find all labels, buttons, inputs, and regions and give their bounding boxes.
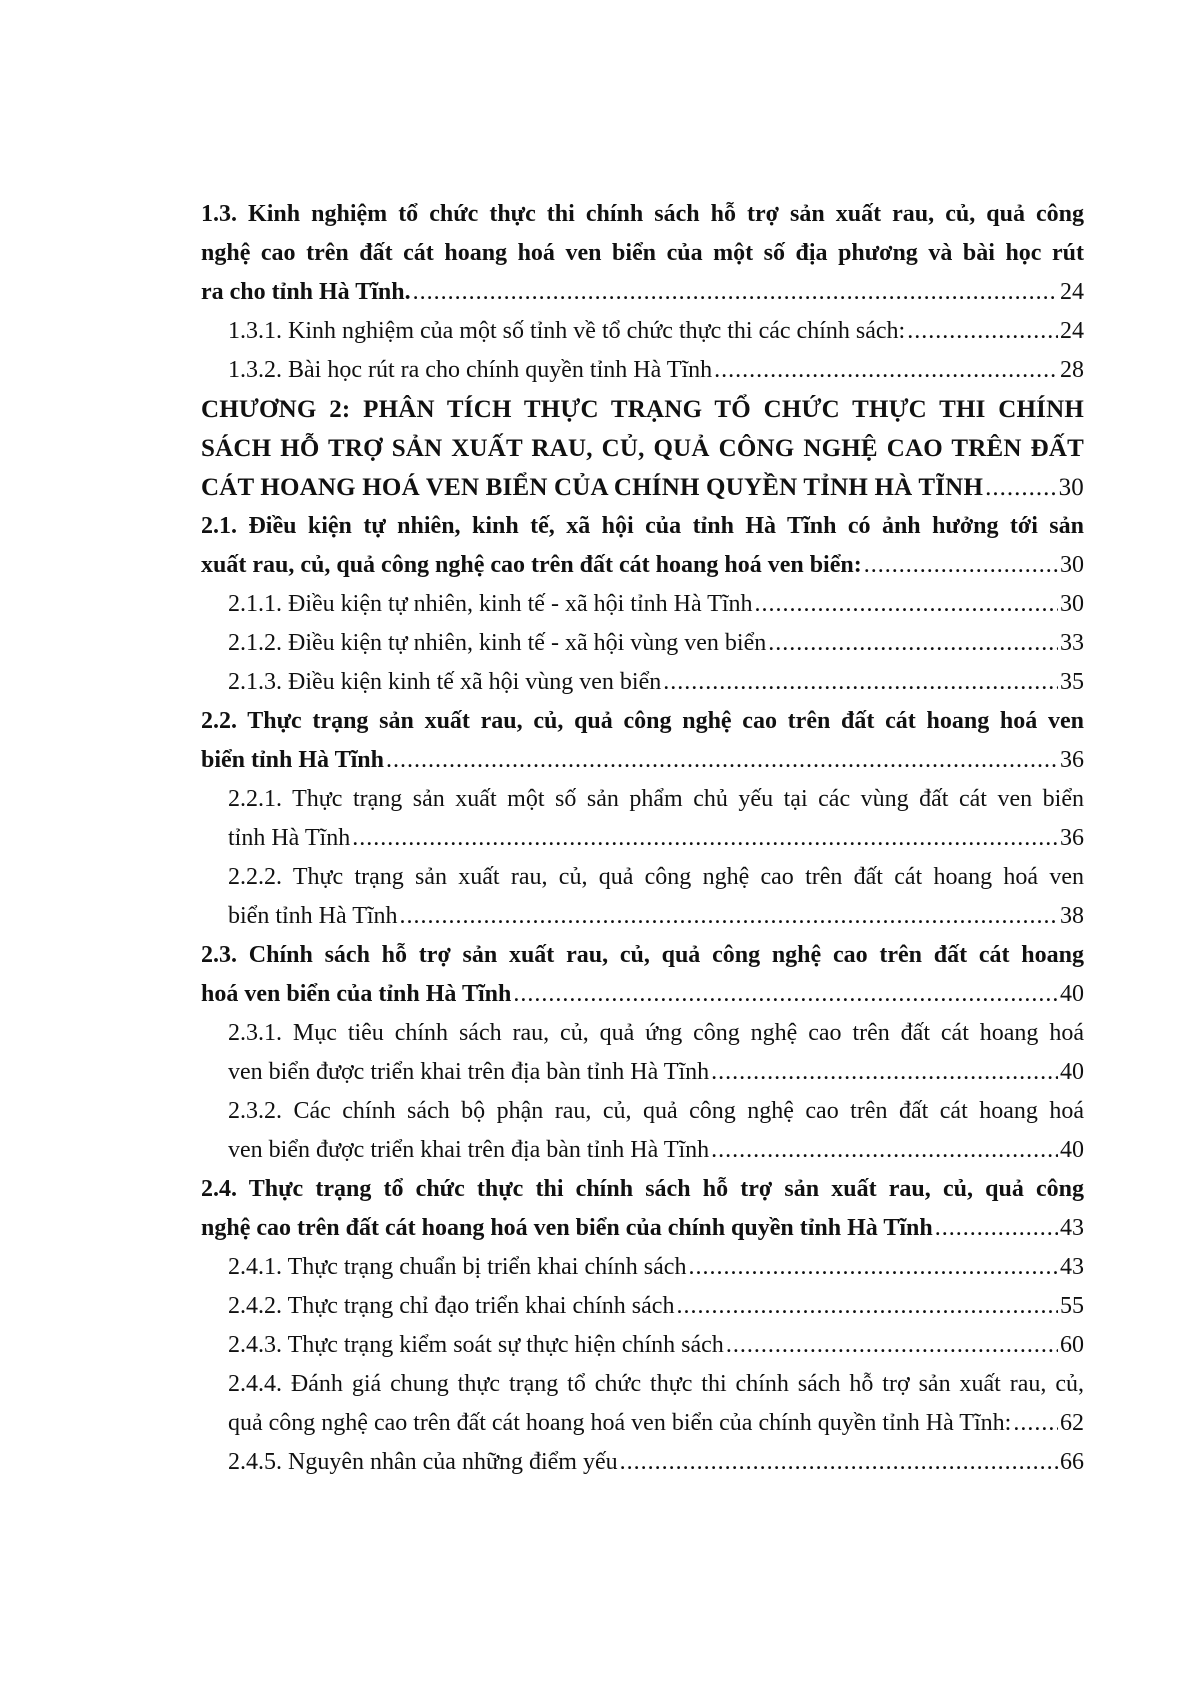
toc-page-number: 36 (1060, 825, 1084, 851)
toc-page-number: 30 (1060, 552, 1084, 578)
toc-leader-dots (907, 312, 1058, 351)
toc-entry (201, 546, 1084, 585)
toc-entry (201, 273, 1084, 312)
toc-entry-line: 2.3. Chính sách hỗ trợ sản xuất rau, củ, quả công nghệ cao trên đất cát hoang (201, 942, 1084, 968)
toc-entry (201, 1287, 1084, 1326)
toc-leader-dots (400, 897, 1058, 936)
toc-entry (201, 975, 1084, 1014)
toc-entry (201, 897, 1084, 936)
toc-leader-dots (676, 1287, 1058, 1326)
toc-entry-line: 1.3. Kinh nghiệm tổ chức thực thi chính sách hỗ trợ sản xuất rau, củ, quả công (201, 201, 1084, 227)
toc-entry-line: nghệ cao trên đất cát hoang hoá ven biển của một số địa phương và bài học rút (201, 240, 1084, 266)
toc-entry-title: ven biển được triển khai trên địa bàn tỉnh Hà Tĩnh (228, 1059, 710, 1085)
toc-leader-dots (711, 1131, 1058, 1170)
toc-entry-line: 2.2. Thực trạng sản xuất rau, củ, quả công nghệ cao trên đất cát hoang hoá ven (201, 708, 1084, 734)
toc-entry-title: nghệ cao trên đất cát hoang hoá ven biển của chính quyền tỉnh Hà Tĩnh (201, 1215, 933, 1241)
toc-entry (201, 1404, 1084, 1443)
toc-entry-title: ra cho tỉnh Hà Tĩnh. (201, 279, 411, 305)
toc-entry (201, 312, 1084, 351)
toc-entry (201, 741, 1084, 780)
toc-page-number: 43 (1060, 1254, 1084, 1280)
toc-leader-dots (935, 1209, 1058, 1248)
toc-entry (201, 468, 1084, 507)
toc-leader-dots (711, 1053, 1058, 1092)
toc-entry-line: CHƯƠNG 2: PHÂN TÍCH THỰC TRẠNG TỔ CHỨC THỰC THI CHÍNH (201, 396, 1084, 423)
toc-entry-line: 2.2.2. Thực trạng sản xuất rau, củ, quả công nghệ cao trên đất cát hoang hoá ven (228, 864, 1084, 890)
toc-leader-dots (352, 819, 1058, 858)
toc-page-number: 66 (1060, 1449, 1084, 1475)
toc-leader-dots (663, 663, 1058, 702)
toc-entry-line: 2.3.2. Các chính sách bộ phận rau, củ, quả công nghệ cao trên đất cát hoang hoá (228, 1098, 1084, 1124)
toc-entry-title: 2.4.5. Nguyên nhân của những điểm yếu (228, 1449, 618, 1475)
toc-entry (201, 1131, 1084, 1170)
toc-entry (201, 1443, 1084, 1482)
toc-leader-dots (413, 273, 1058, 312)
toc-entry (201, 663, 1084, 702)
toc-entry (201, 1053, 1084, 1092)
toc-entry-title: quả công nghệ cao trên đất cát hoang hoá ven biển của chính quyền tỉnh Hà Tĩnh: (228, 1410, 1012, 1436)
toc-entry-line: SÁCH HỖ TRỢ SẢN XUẤT RAU, CỦ, QUẢ CÔNG NGHỆ CAO TRÊN ĐẤT (201, 435, 1084, 462)
toc-entry-title: hoá ven biển của tỉnh Hà Tĩnh (201, 981, 512, 1007)
toc-entry-line: 2.4. Thực trạng tổ chức thực thi chính sách hỗ trợ sản xuất rau, củ, quả công (201, 1176, 1084, 1202)
toc-entry-title: 2.4.2. Thực trạng chỉ đạo triển khai chính sách (228, 1293, 675, 1319)
toc-page-number: 30 (1058, 474, 1084, 501)
toc-entry (201, 1326, 1084, 1365)
toc-entry (201, 624, 1084, 663)
toc-entry-title: CÁT HOANG HOÁ VEN BIỂN CỦA CHÍNH QUYỀN TỈNH HÀ TĨNH (201, 474, 984, 501)
toc-entry-line: 2.2.1. Thực trạng sản xuất một số sản phẩm chủ yếu tại các vùng đất cát ven biển (228, 786, 1084, 812)
toc-page-number: 40 (1060, 981, 1084, 1007)
toc-entry-title: 1.3.2. Bài học rút ra cho chính quyền tỉnh Hà Tĩnh (228, 357, 713, 383)
toc-entry (201, 1209, 1084, 1248)
toc-entry-title: 2.1.1. Điều kiện tự nhiên, kinh tế - xã hội tỉnh Hà Tĩnh (228, 591, 753, 617)
table-of-contents (201, 195, 1084, 1482)
toc-leader-dots (386, 741, 1058, 780)
toc-entry-title: tỉnh Hà Tĩnh (228, 825, 351, 851)
toc-leader-dots (513, 975, 1058, 1014)
toc-page-number: 40 (1060, 1059, 1084, 1085)
toc-entry-line: 2.1. Điều kiện tự nhiên, kinh tế, xã hội của tỉnh Hà Tĩnh có ảnh hưởng tới sản (201, 513, 1084, 539)
toc-entry-title: 1.3.1. Kinh nghiệm của một số tỉnh về tổ chức thực thi các chính sách: (228, 318, 906, 344)
toc-entry (201, 1248, 1084, 1287)
toc-leader-dots (864, 546, 1058, 585)
toc-page-number: 40 (1060, 1137, 1084, 1163)
toc-leader-dots (1013, 1404, 1058, 1443)
toc-page-number: 24 (1060, 318, 1084, 344)
toc-entry (201, 585, 1084, 624)
toc-page-number: 36 (1060, 747, 1084, 773)
toc-entry (201, 819, 1084, 858)
toc-entry-title: ven biển được triển khai trên địa bàn tỉnh Hà Tĩnh (228, 1137, 710, 1163)
toc-entry (201, 351, 1084, 390)
toc-entry-title: 2.1.3. Điều kiện kinh tế xã hội vùng ven biển (228, 669, 662, 695)
toc-leader-dots (754, 585, 1058, 624)
toc-page-number: 30 (1060, 591, 1084, 617)
toc-leader-dots (985, 468, 1057, 507)
toc-page-number: 33 (1060, 630, 1084, 656)
toc-page-number: 38 (1060, 903, 1084, 929)
toc-page-number: 28 (1060, 357, 1084, 383)
toc-page-number: 60 (1060, 1332, 1084, 1358)
toc-page-number: 43 (1060, 1215, 1084, 1241)
toc-page-number: 24 (1060, 279, 1084, 305)
toc-entry-title: xuất rau, củ, quả công nghệ cao trên đất cát hoang hoá ven biển: (201, 552, 862, 578)
toc-entry-line: 2.4.4. Đánh giá chung thực trạng tổ chức thực thi chính sách hỗ trợ sản xuất rau, củ, (228, 1371, 1084, 1397)
toc-leader-dots (688, 1248, 1058, 1287)
toc-leader-dots (620, 1443, 1058, 1482)
toc-leader-dots (714, 351, 1058, 390)
toc-page-number: 55 (1060, 1293, 1084, 1319)
toc-entry-title: 2.1.2. Điều kiện tự nhiên, kinh tế - xã hội vùng ven biển (228, 630, 767, 656)
toc-page-number: 35 (1060, 669, 1084, 695)
toc-entry-title: 2.4.1. Thực trạng chuẩn bị triển khai chính sách (228, 1254, 687, 1280)
toc-entry-title: biển tỉnh Hà Tĩnh (201, 747, 384, 773)
toc-entry-title: 2.4.3. Thực trạng kiểm soát sự thực hiện chính sách (228, 1332, 724, 1358)
toc-entry-title: biển tỉnh Hà Tĩnh (228, 903, 398, 929)
toc-page-number: 62 (1060, 1410, 1084, 1436)
toc-leader-dots (726, 1326, 1058, 1365)
toc-leader-dots (768, 624, 1058, 663)
toc-entry-line: 2.3.1. Mục tiêu chính sách rau, củ, quả ứng công nghệ cao trên đất cát hoang hoá (228, 1020, 1084, 1046)
